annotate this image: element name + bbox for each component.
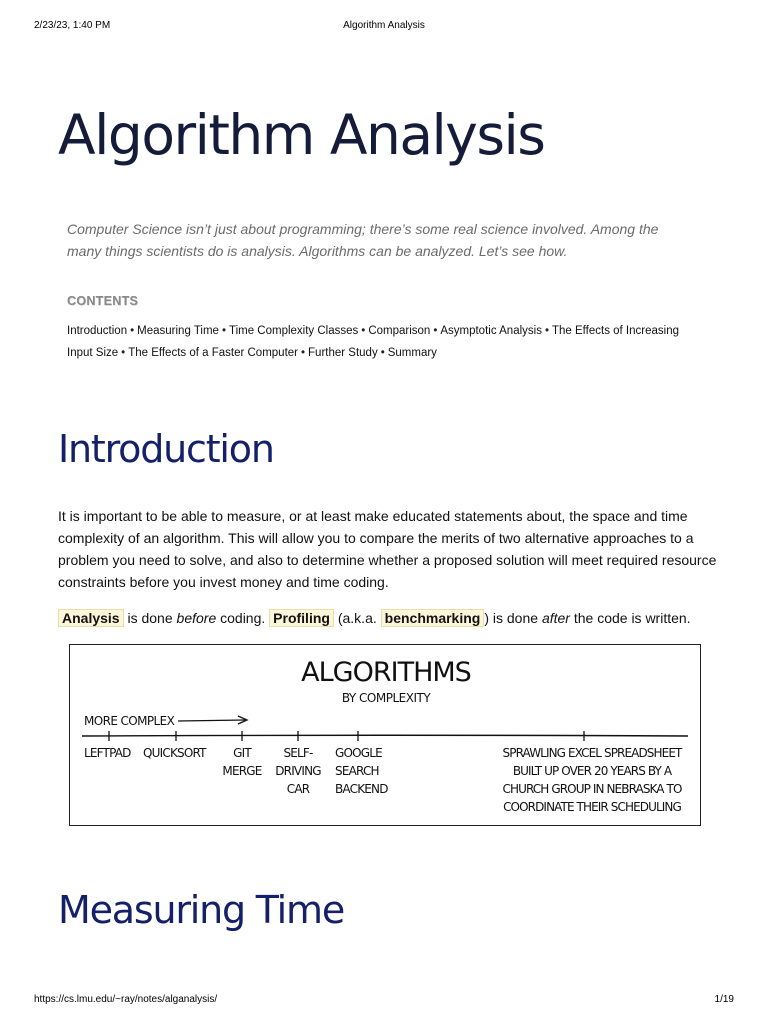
comic-item-excel-spreadsheet <box>502 746 683 814</box>
analysis-text: (a.k.a. <box>333 610 381 626</box>
analysis-text: the code is written. <box>569 610 691 626</box>
comic-item-line: MERGE <box>222 764 262 778</box>
analysis-text: ) is done <box>484 610 542 626</box>
term-profiling: Profiling <box>269 609 334 627</box>
comic-item-line: SEARCH <box>335 764 379 778</box>
page-title: Algorithm Analysis <box>58 103 545 167</box>
print-footer <box>34 994 734 1008</box>
toc-separator: • <box>433 325 438 337</box>
print-url: https://cs.lmu.edu/~ray/notes/alganalysis/ <box>34 994 218 1005</box>
toc-link-introduction[interactable]: Introduction <box>67 325 128 337</box>
toc-separator: • <box>130 325 135 337</box>
comic-item-self-driving-car <box>275 746 321 796</box>
toc-separator: • <box>301 347 306 359</box>
comic-item-line: BUILT UP OVER 20 YEARS BY A <box>512 764 672 778</box>
toc-separator: • <box>380 347 385 359</box>
toc-link-comparison[interactable]: Comparison <box>368 325 431 337</box>
comic-item-line: COORDINATE THEIR SCHEDULING <box>503 800 681 814</box>
comic-item-line: CAR <box>286 782 310 796</box>
toc-separator: • <box>544 325 549 337</box>
toc-link-effects-faster-computer[interactable]: The Effects of a Faster Computer <box>128 347 298 359</box>
term-benchmarking: benchmarking <box>381 609 485 627</box>
comic-subtitle: BY COMPLEXITY <box>341 691 431 705</box>
comic-item-line: BACKEND <box>335 782 388 796</box>
toc-link-further-study[interactable]: Further Study <box>308 347 378 359</box>
analysis-text: is done <box>123 610 177 626</box>
complexity-axis <box>82 735 688 736</box>
toc-link-time-complexity-classes[interactable]: Time Complexity Classes <box>228 325 359 337</box>
comic-item-line: GIT <box>233 746 251 760</box>
intro-blurb: Computer Science isn’t just about programming; there’s some real science involved. Among the many things scientists do is analysis. Algorithms can be analyzed. Let’s see how. <box>67 221 659 259</box>
comic-item-line: DRIVING <box>275 764 321 778</box>
comic-item-google-search-backend <box>335 746 388 796</box>
term-analysis: Analysis <box>58 609 124 627</box>
comic-item-line: GOOGLE <box>335 746 382 760</box>
table-of-contents <box>67 320 687 364</box>
comic-item-leftpad: LEFTPAD <box>84 746 131 760</box>
comic-item-line: SELF- <box>283 746 313 760</box>
toc-separator: • <box>121 347 126 359</box>
comic-axis-label: MORE COMPLEX <box>84 714 175 728</box>
print-header <box>34 20 734 34</box>
analysis-text: coding. <box>216 610 270 626</box>
toc-link-effects-input-size[interactable]: The Effects of Increasing Input Size <box>67 325 679 359</box>
toc-link-measuring-time[interactable]: Measuring Time <box>137 325 219 337</box>
print-doc-title: Algorithm Analysis <box>343 20 425 31</box>
comic-item-line: CHURCH GROUP IN NEBRASKA TO <box>502 782 682 796</box>
xkcd-comic-algorithms-by-complexity <box>69 644 701 826</box>
comic-title: ALGORITHMS <box>301 657 471 688</box>
emphasis-before: before <box>176 610 217 626</box>
comic-drawing <box>70 645 702 827</box>
comic-item-git-merge <box>222 746 261 778</box>
comic-item-line: SPRAWLING EXCEL SPREADSHEET <box>502 746 682 760</box>
arrow-shaft <box>178 720 245 721</box>
print-date: 2/23/23, 1:40 PM <box>34 20 111 31</box>
print-page-number: 1/19 <box>714 994 734 1005</box>
introduction-paragraph: It is important to be able to measure, or at least make educated statements about, the space and time complexity of an algorithm. This will allow you to compare the merits of two alternative approaches to a problem you need to solve, and also to determine whether a proposed solution will meet required resource constraints before you invest money and time coding. <box>58 508 717 590</box>
analysis-profiling-line <box>58 607 718 629</box>
section-heading-introduction: Introduction <box>58 427 274 471</box>
comic-item-quicksort: QUICKSORT <box>143 746 206 760</box>
emphasis-after: after <box>541 610 570 626</box>
toc-link-asymptotic-analysis[interactable]: Asymptotic Analysis <box>440 325 542 337</box>
toc-separator: • <box>221 325 226 337</box>
toc-separator: • <box>361 325 366 337</box>
contents-heading: CONTENTS <box>67 294 139 308</box>
toc-link-summary[interactable]: Summary <box>387 347 437 359</box>
section-heading-measuring-time: Measuring Time <box>58 888 344 932</box>
